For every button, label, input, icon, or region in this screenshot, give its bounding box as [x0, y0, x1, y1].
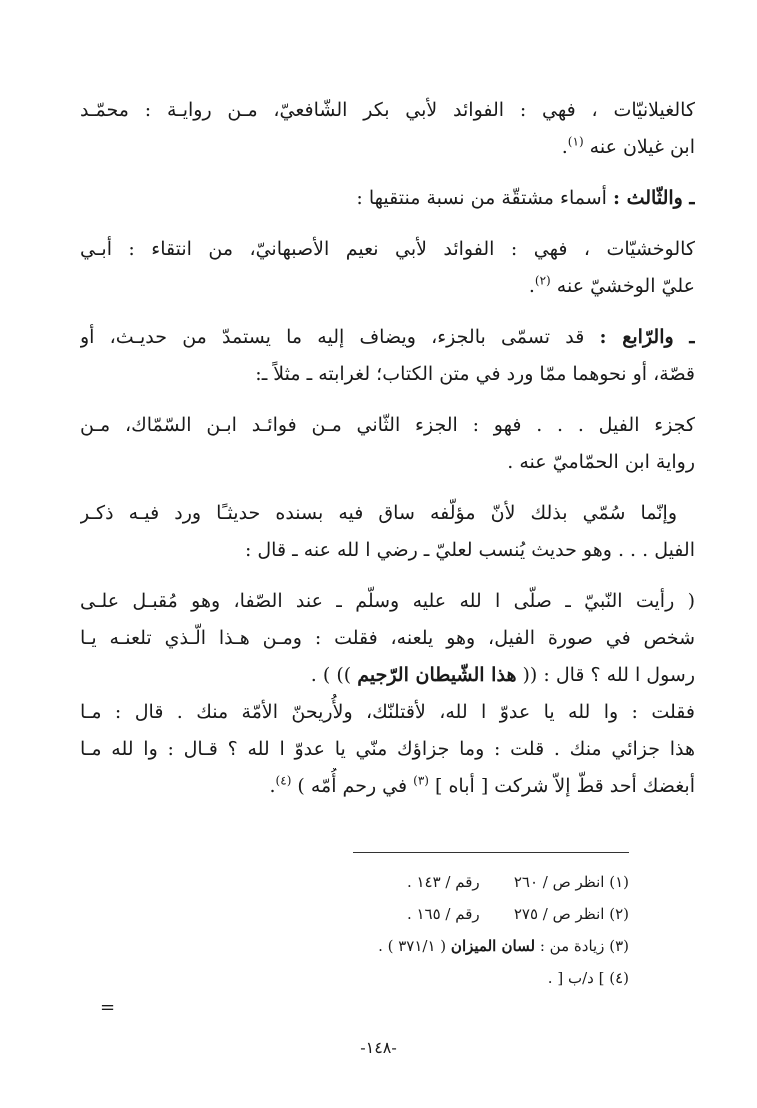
paragraph-1-line-1: كالغيلانيّات ، فهي : الفوائد لأبي بكر الشّافعيّ، مـن روايـة : محمّـد: [80, 99, 695, 121]
main-text: [80, 92, 695, 805]
footnote-number: (٣): [609, 937, 629, 955]
paragraph-3-end: .: [528, 275, 535, 297]
paragraph-5-line-1: كجزء الفيل . . . فهو : الجزء الثّاني مـن فوائـد ابـن السّمّاك، مـن: [80, 414, 695, 436]
paragraph-5-line-2: رواية ابن الحمّاميّ عنه .: [507, 451, 695, 473]
footnote-marker-3: (٣): [413, 773, 429, 788]
footnote-separator: [353, 852, 629, 853]
paragraph-8-line-1: فقلت : وا لله يا عدوّ ا لله، لأقتلنّك، ولأُريحنّ الأمّة منك . قال : مـا: [80, 701, 695, 723]
footnote-source-title: لسان الميزان: [450, 937, 536, 955]
page-number: -١٤٨-: [360, 1038, 397, 1057]
paragraph-7-line-1: ( رأيت النّبيّ ـ صلّى ا لله عليه وسلّم ـ عند الصّفا، وهو مُقبـل علـى: [80, 590, 695, 612]
text-line: [80, 268, 695, 305]
paragraph-8-line-2: هذا جزائي منك . قلت : وما جزاؤك منّي يا عدوّ ا لله ؟ قـال : وا لله مـا: [80, 738, 695, 760]
footnote-extra: رقم / ١٦٥ .: [406, 905, 480, 923]
footnote-source-ref: ( ٣٧١/١ ) .: [378, 937, 447, 955]
paragraph-6-line-1: وإنّما سُمّي بذلك لأنّ مؤلّفه ساق فيه بسنده حديثـًا ورد فيـه ذكـر: [80, 502, 677, 524]
paragraph-6-line-2: الفيل . . . وهو حديث يُنسب لعليّ ـ رضي ا لله عنه ـ قال :: [244, 539, 695, 561]
paragraph-4-line-1: قد تسمّى بالجزء، ويضاف إليه ما يستمدّ من حديـث، أو: [80, 326, 585, 348]
footnote-item: [299, 930, 629, 962]
paragraph-4-line-2: قصّة، أو نحوهما ممّا ورد في متن الكتاب؛ لغرابته ـ مثلاً ـ:: [255, 363, 695, 385]
footnote-reference: انظر ص / ٢٧٥: [513, 905, 605, 923]
text-line: [80, 319, 695, 356]
footnote-item: [299, 962, 629, 994]
footnote-text: ] د/ب [ .: [547, 969, 605, 987]
footnote-reference: انظر ص / ٢٦٠: [513, 873, 605, 891]
paragraph-8-end: .: [269, 775, 276, 797]
footnote-number: (٢): [609, 905, 629, 923]
footnote-item: [299, 898, 629, 930]
text-line: [80, 532, 695, 569]
paragraph-7-line-2: شخص في صورة الفيل، وهو يلعنه، فقلت : ومـن هـذا الّـذي تلعنـه يـا: [80, 627, 695, 649]
paragraph-8-line-3-mid: في رحم أُمّه ): [297, 775, 408, 797]
text-line: [80, 407, 695, 444]
section-heading-third: ـ والثّالث :: [612, 187, 695, 209]
text-line: [80, 356, 695, 393]
paragraph-2-text: أسماء مشتقّة من نسبة منتقيها :: [356, 187, 607, 209]
footnote-extra: رقم / ١٤٣ .: [406, 873, 480, 891]
paragraph-8-line-3: أبغضك أحد قطّ إلاّ شركت [ أباه ]: [435, 775, 695, 797]
text-line: [80, 731, 695, 768]
text-line: [80, 180, 695, 217]
paragraph-7-line-3: رسول ا لله ؟ قال : ((: [522, 664, 695, 686]
paragraph-7-end: )) ) .: [310, 664, 352, 686]
text-line: [80, 495, 695, 532]
footnote-number: (١): [609, 873, 629, 891]
text-line: [80, 129, 695, 166]
paragraph-1-line-2: ابن غيلان عنه: [589, 136, 695, 158]
footnote-marker-1: (١): [567, 134, 584, 149]
paragraph-1-end: .: [561, 136, 568, 158]
text-line: [80, 92, 695, 129]
paragraph-3-line-1: كالوخشيّات ، فهي : الفوائد لأبي نعيم الأصبهانيّ، من انتقاء : أبـي: [80, 238, 695, 260]
text-line: [80, 583, 695, 620]
paragraph-3-line-2: عليّ الوخشيّ عنه: [556, 275, 695, 297]
text-line: [80, 444, 695, 481]
section-heading-fourth: ـ والرّابع :: [599, 326, 695, 348]
text-line: [80, 694, 695, 731]
footnote-marker-4: (٤): [275, 773, 292, 788]
text-line: [80, 657, 695, 694]
footnotes: [299, 866, 629, 994]
text-line: [80, 620, 695, 657]
footnote-prefix: زيادة من :: [539, 937, 605, 955]
text-line: [80, 768, 695, 805]
footnote-marker-2: (٢): [534, 273, 551, 288]
footnote-item: [299, 866, 629, 898]
margin-mark: =: [100, 997, 116, 1018]
text-line: [80, 231, 695, 268]
hadith-quote-bold: هذا الشّيطان الرّجيم: [357, 664, 517, 686]
footnote-number: (٤): [609, 969, 629, 987]
